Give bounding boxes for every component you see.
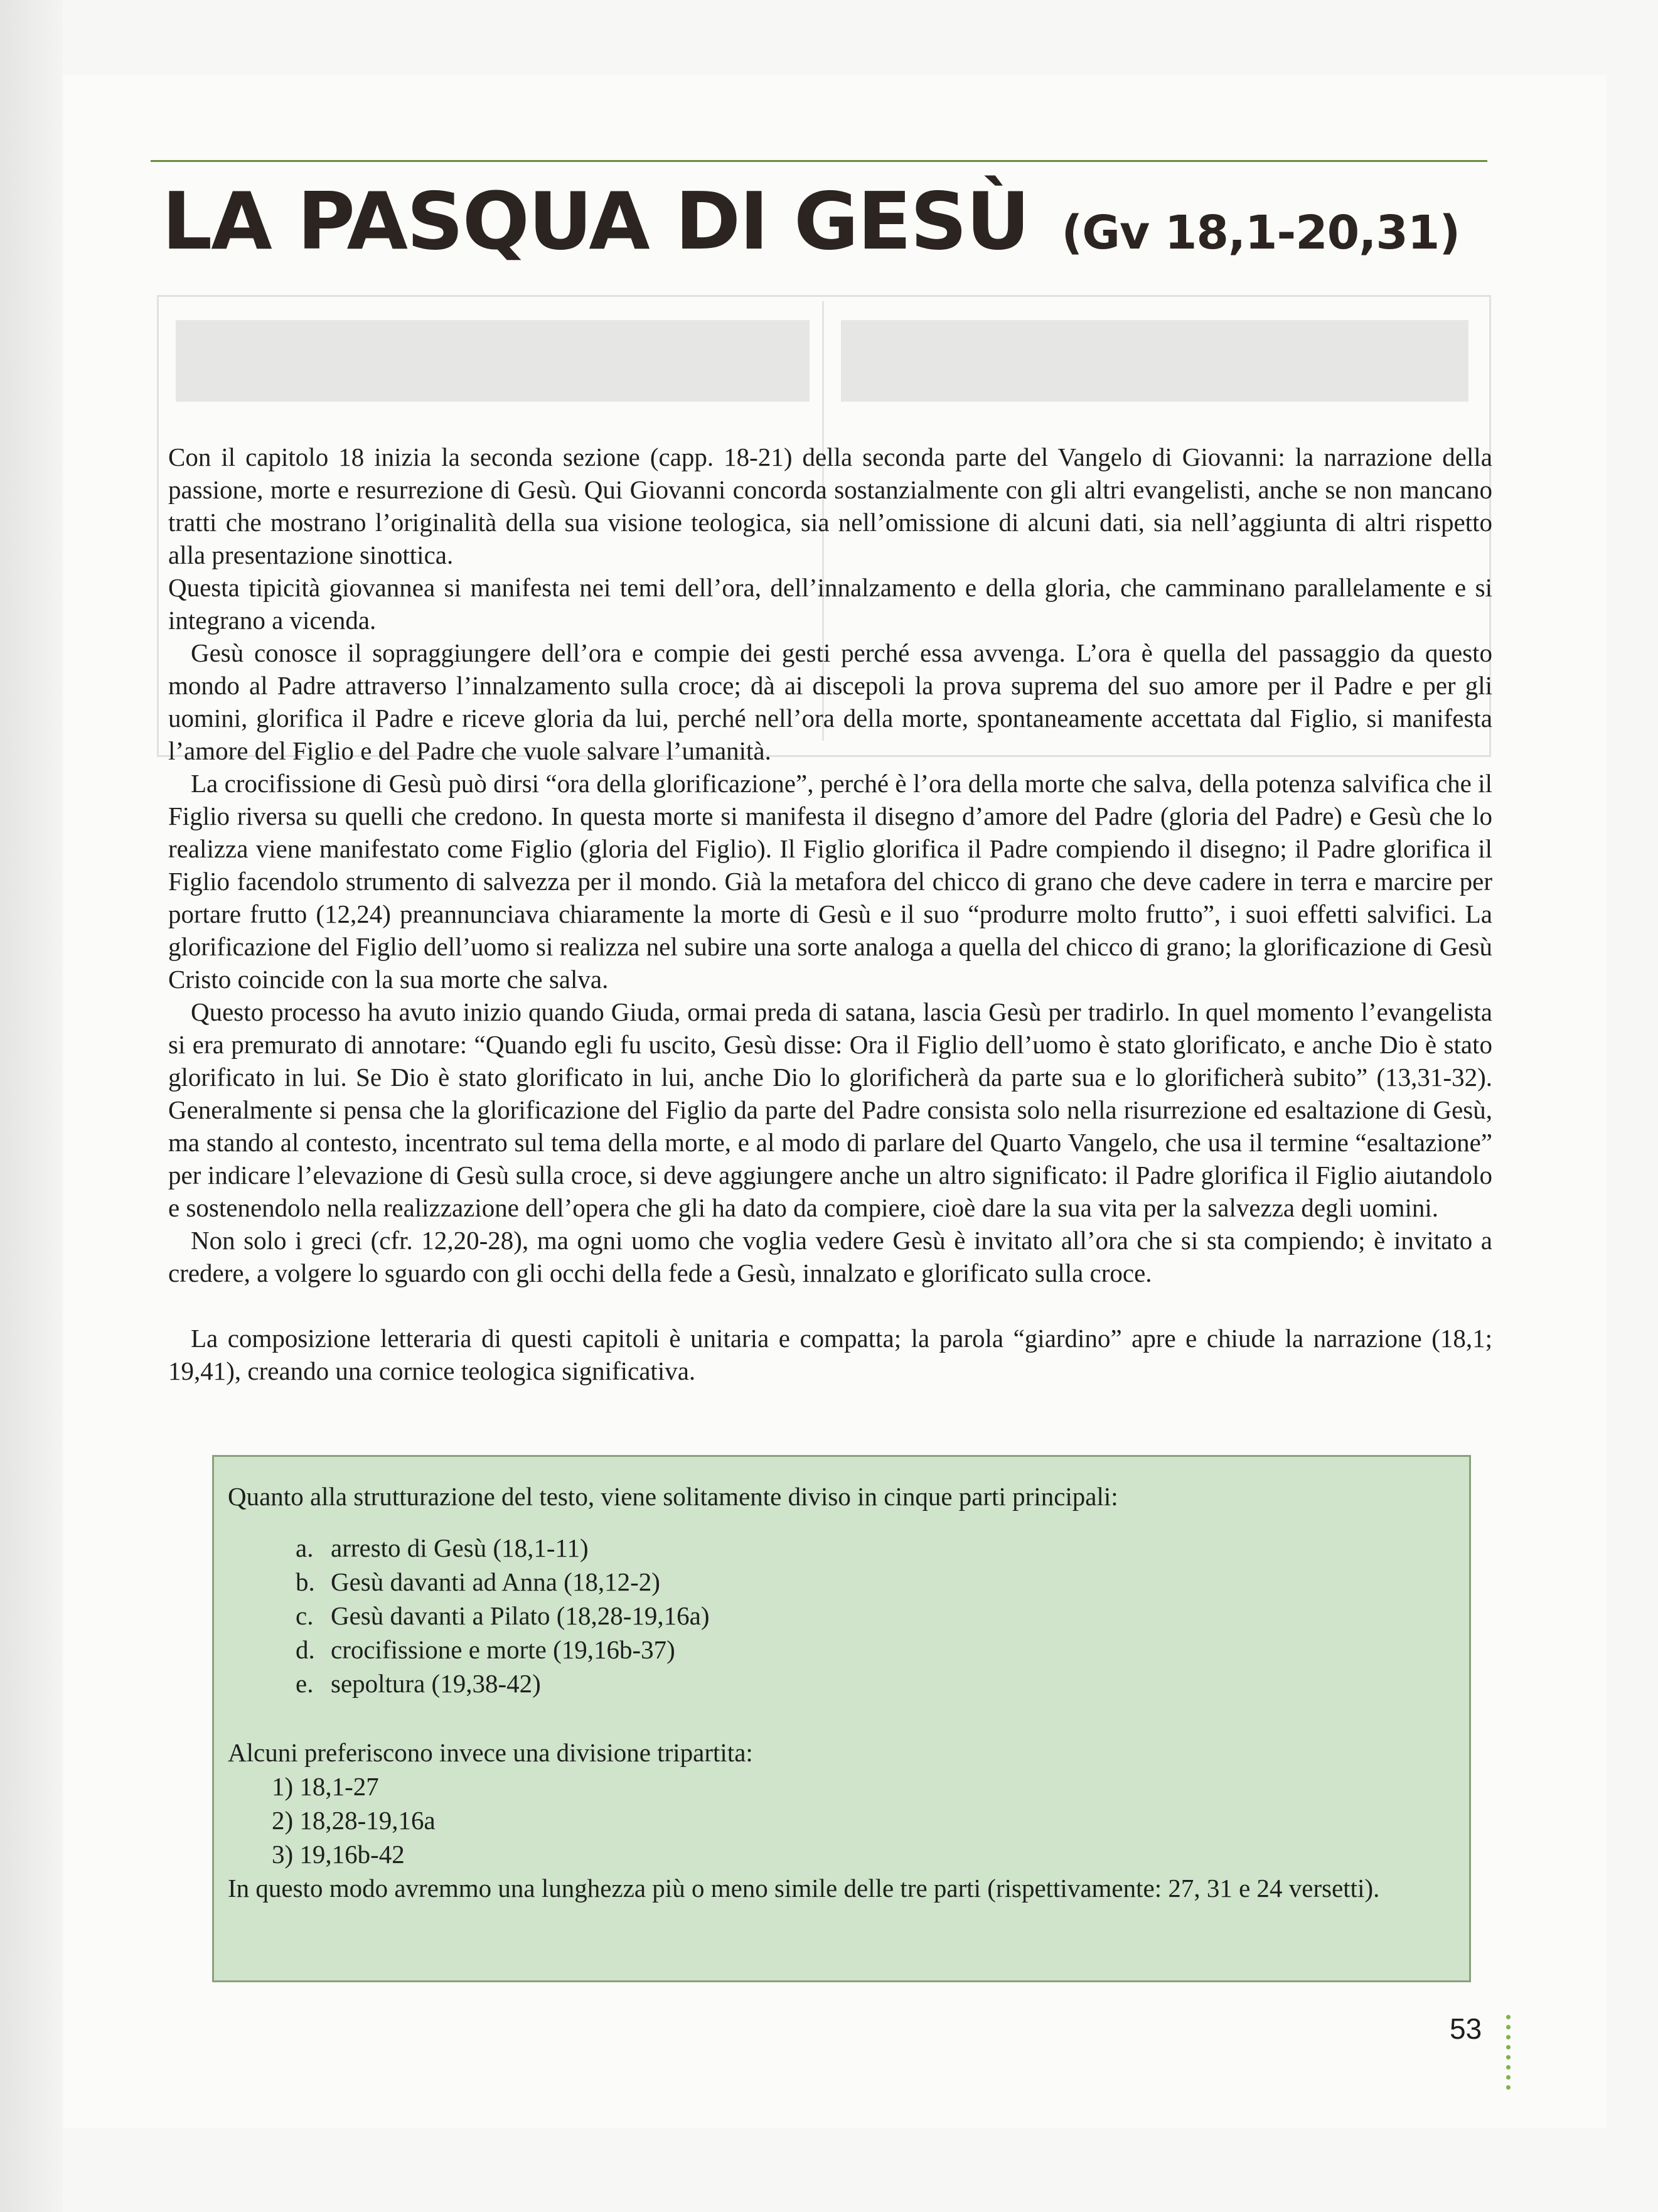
structure-box xyxy=(212,1455,1471,1982)
paragraph: Con il capitolo 18 inizia la seconda sezione (capp. 18-21) della seconda parte del Vangelo di Giovanni: la narrazione della passione, morte e resurrezione di Gesù. Qui Giovanni concorda sostanzialmente con gli altri evangelisti, anche se non mancano tratti che mostrano l’originalità della sua visione teologica, sia nell’omissione di alcuni dati, sia nell’aggiunta di altri rispetto alla presentazione sinottica. xyxy=(168,443,1492,569)
page-number: 53 xyxy=(1450,2012,1482,2045)
list-item xyxy=(296,1633,1450,1667)
title-text: LA PASQUA DI GESÙ xyxy=(162,175,1029,267)
item-letter: d. xyxy=(296,1635,315,1664)
item-letter: b. xyxy=(296,1567,315,1596)
paragraph: La composizione letteraria di questi capitoli è unitaria e compatta; la parola “giardino” apre e chiude la narrazione (18,1; 19,41), creando una cornice teologica significativa. xyxy=(168,1324,1492,1385)
five-parts-list xyxy=(228,1531,1450,1700)
list-item xyxy=(296,1599,1450,1633)
bleed-through-header-right xyxy=(841,320,1468,402)
page-title xyxy=(162,175,1460,267)
item-letter: c. xyxy=(296,1601,314,1630)
list-item: 2) 18,28-19,16a xyxy=(272,1806,436,1835)
title-rule xyxy=(151,160,1487,162)
paragraph: La crocifissione di Gesù può dirsi “ora della glorificazione”, perché è l’ora della morte che salva, della potenza salvifica che il Figlio riversa su quelli che credono. In questa morte si manifesta il disegno d’amore del Padre (gloria del Padre) e Gesù che lo realizza viene manifestato come Figlio (gloria del Figlio). Il Figlio glorifica il Padre compiendo il disegno; il Padre glorifica il Figlio facendolo strumento di salvezza per il mondo. Già la metafora del chicco di grano che deve cadere in terra e marcire per portare frutto (12,24) preannunciava chiaramente la morte di Gesù e il suo “produrre molto frutto”, i suoi effetti salvifici. La glorificazione del Figlio dell’uomo si realizza nel subire una sorte analoga a quella del chicco di grano; la glorificazione di Gesù Cristo coincide con la sua morte che salva. xyxy=(168,769,1492,994)
item-text: sepoltura (19,38-42) xyxy=(331,1669,541,1698)
paragraph: Non solo i greci (cfr. 12,20-28), ma ogni uomo che voglia vedere Gesù è invitato all’ora che si sta compiendo; è invitato a credere, a volgere lo sguardo con gli occhi della fede a Gesù, innalzato e glorificato sulla croce. xyxy=(168,1226,1492,1287)
paragraph: Questa tipicità giovannea si manifesta nei temi dell’ora, dell’innalzamento e della gloria, che camminano parallelamente e si integrano a vicenda. xyxy=(168,573,1492,635)
item-letter: a. xyxy=(296,1533,314,1562)
item-text: arresto di Gesù (18,1-11) xyxy=(331,1533,589,1562)
item-text: Gesù davanti ad Anna (18,12-2) xyxy=(331,1567,660,1596)
main-text xyxy=(168,441,1492,1387)
tripartite-list xyxy=(228,1769,1450,1871)
bleed-through-header-left xyxy=(176,320,810,402)
paragraph: Gesù conosce il sopraggiungere dell’ora e compie dei gesti perché essa avvenga. L’ora è quella del passaggio da questo mondo al Padre attraverso l’innalzamento sulla croce; dà ai discepoli la prova suprema del suo amore per il Padre e per gli uomini, glorifica il Padre e riceve gloria da lui, perché nell’ora della morte, spontaneamente accettata dal Figlio, si manifesta l’amore del Figlio e del Padre che vuole salvare l’umanità. xyxy=(168,638,1492,765)
item-text: crocifissione e morte (19,16b-37) xyxy=(331,1635,675,1664)
title-reference: (Gv 18,1-20,31) xyxy=(1061,206,1460,260)
list-item xyxy=(296,1565,1450,1599)
list-item xyxy=(296,1667,1450,1700)
structure-closing: In questo modo avremmo una lunghezza più o meno simile delle tre parti (rispettivamente: 27, 31 e 24 versetti). xyxy=(228,1874,1380,1903)
paragraph: Questo processo ha avuto inizio quando Giuda, ormai preda di satana, lascia Gesù per tradirlo. In quel momento l’evangelista si era premurato di annotare: “Quando egli fu uscito, Gesù disse: Ora il Figlio dell’uomo è stato glorificato, e anche Dio è stato glorificato in lui. Se Dio è stato glorificato in lui, anche Dio lo glorificherà da parte sua e lo glorificherà subito” (13,31-32). Generalmente si pensa che la glorificazione del Figlio da parte del Padre consista solo nella risurrezione ed esaltazione di Gesù, ma stando al contesto, incentrato sul tema della morte, e al modo di parlare del Quarto Vangelo, che usa il termine “esaltazione” per indicare l’elevazione di Gesù sulla croce, si deve aggiungere anche un altro significato: il Padre glorifica il Figlio aiutandolo e sostenendolo nella realizzazione dell’opera che gli ha dato da compiere, cioè dare la sua vita per la salvezza degli uomini. xyxy=(168,997,1492,1222)
list-item: 1) 18,1-27 xyxy=(272,1772,379,1801)
item-text: Gesù davanti a Pilato (18,28-19,16a) xyxy=(331,1601,710,1630)
list-item xyxy=(296,1531,1450,1565)
item-letter: e. xyxy=(296,1669,314,1698)
decorative-dots xyxy=(1506,2015,1511,2095)
tripartite-intro: Alcuni preferiscono invece una divisione tripartita: xyxy=(228,1738,753,1767)
structure-intro: Quanto alla strutturazione del testo, viene solitamente diviso in cinque parti principali: xyxy=(228,1482,1118,1511)
list-item: 3) 19,16b-42 xyxy=(272,1840,405,1869)
page-edge-shadow xyxy=(0,0,63,2212)
